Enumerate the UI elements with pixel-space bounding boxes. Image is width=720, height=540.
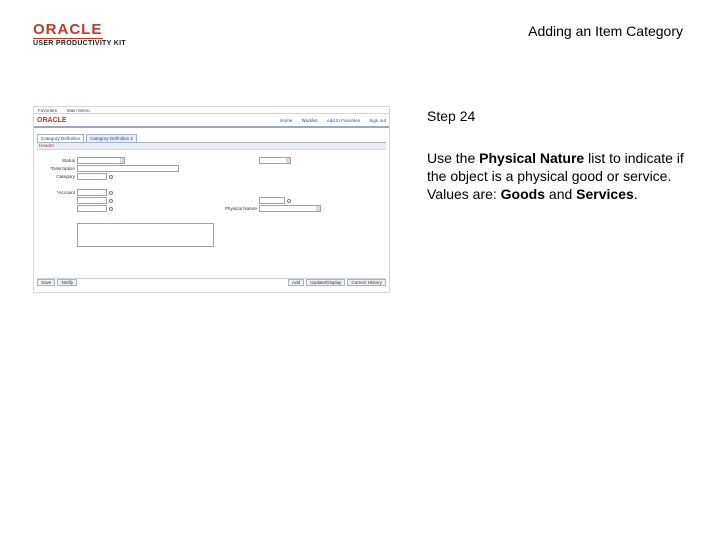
logo-subtitle: USER PRODUCTIVITY KIT bbox=[33, 40, 126, 47]
nav-link-worklist: Worklist bbox=[301, 117, 318, 123]
section-header: Header bbox=[37, 143, 386, 150]
physical-nature-term: Physical Nature bbox=[479, 150, 585, 166]
update-display-button: Update/Display bbox=[306, 279, 345, 286]
row-account: *Account bbox=[39, 189, 113, 196]
lookup-icon bbox=[109, 191, 113, 195]
logo-rule bbox=[33, 38, 103, 39]
tab-category-definition-2: Category Definition 2 bbox=[86, 134, 137, 142]
screenshot-brandbar bbox=[34, 114, 389, 128]
row-right-field bbox=[207, 197, 291, 204]
application-screenshot bbox=[33, 106, 390, 293]
physical-nature-dropdown bbox=[259, 205, 321, 212]
screenshot-brand: ORACLE bbox=[37, 116, 67, 124]
right-status-dropdown bbox=[259, 157, 291, 164]
services-term: Services bbox=[576, 186, 634, 202]
step-instructions: Use the Physical Nature list to indicate if the object is a physical good or service. Values are: Goods and Services. bbox=[427, 150, 684, 202]
lookup-icon bbox=[109, 207, 113, 211]
account-field bbox=[77, 189, 107, 196]
row-description: *Description bbox=[39, 165, 179, 172]
correct-history-button: Correct History bbox=[347, 279, 386, 286]
goods-term: Goods bbox=[500, 186, 546, 202]
tab-category-definition: Category Definition bbox=[37, 134, 84, 142]
row-extra-2 bbox=[39, 205, 113, 212]
add-button: Add bbox=[288, 279, 304, 286]
slide-title: Adding an Item Category bbox=[528, 23, 683, 39]
comments-textarea bbox=[77, 223, 214, 247]
logo-wordmark: ORACLE bbox=[33, 21, 103, 38]
step-title: Step 24 bbox=[427, 108, 476, 124]
right-field bbox=[259, 197, 285, 204]
nav-link-favorites: Add to Favorites bbox=[326, 117, 361, 123]
topbar-main-menu: Main Menu bbox=[66, 107, 90, 113]
row-right-status bbox=[207, 157, 291, 164]
nav-link-signout: Sign out bbox=[369, 117, 386, 123]
screenshot-tabs bbox=[34, 134, 389, 142]
row-comments bbox=[39, 223, 214, 247]
screenshot-topbar bbox=[34, 107, 389, 114]
notify-button: Notify bbox=[57, 279, 77, 286]
oracle-upk-logo bbox=[33, 22, 133, 47]
screenshot-panel bbox=[37, 142, 386, 271]
lookup-icon bbox=[109, 175, 113, 179]
screenshot-bottombar bbox=[37, 278, 386, 285]
lookup-icon bbox=[287, 199, 291, 203]
nav-link-home: Home bbox=[280, 117, 293, 123]
topbar-favorites: Favorites bbox=[38, 107, 57, 113]
status-dropdown bbox=[77, 157, 125, 164]
screenshot-nav-links bbox=[280, 118, 386, 123]
description-field bbox=[77, 165, 179, 172]
row-extra-1 bbox=[39, 197, 113, 204]
row-category: Category bbox=[39, 173, 113, 180]
row-physical-nature: Physical Nature bbox=[207, 205, 321, 212]
category-field bbox=[77, 173, 107, 180]
row-status: Status bbox=[39, 157, 125, 164]
save-button: Save bbox=[37, 279, 55, 286]
extra-field-2 bbox=[77, 205, 107, 212]
lookup-icon bbox=[109, 199, 113, 203]
extra-field-1 bbox=[77, 197, 107, 204]
